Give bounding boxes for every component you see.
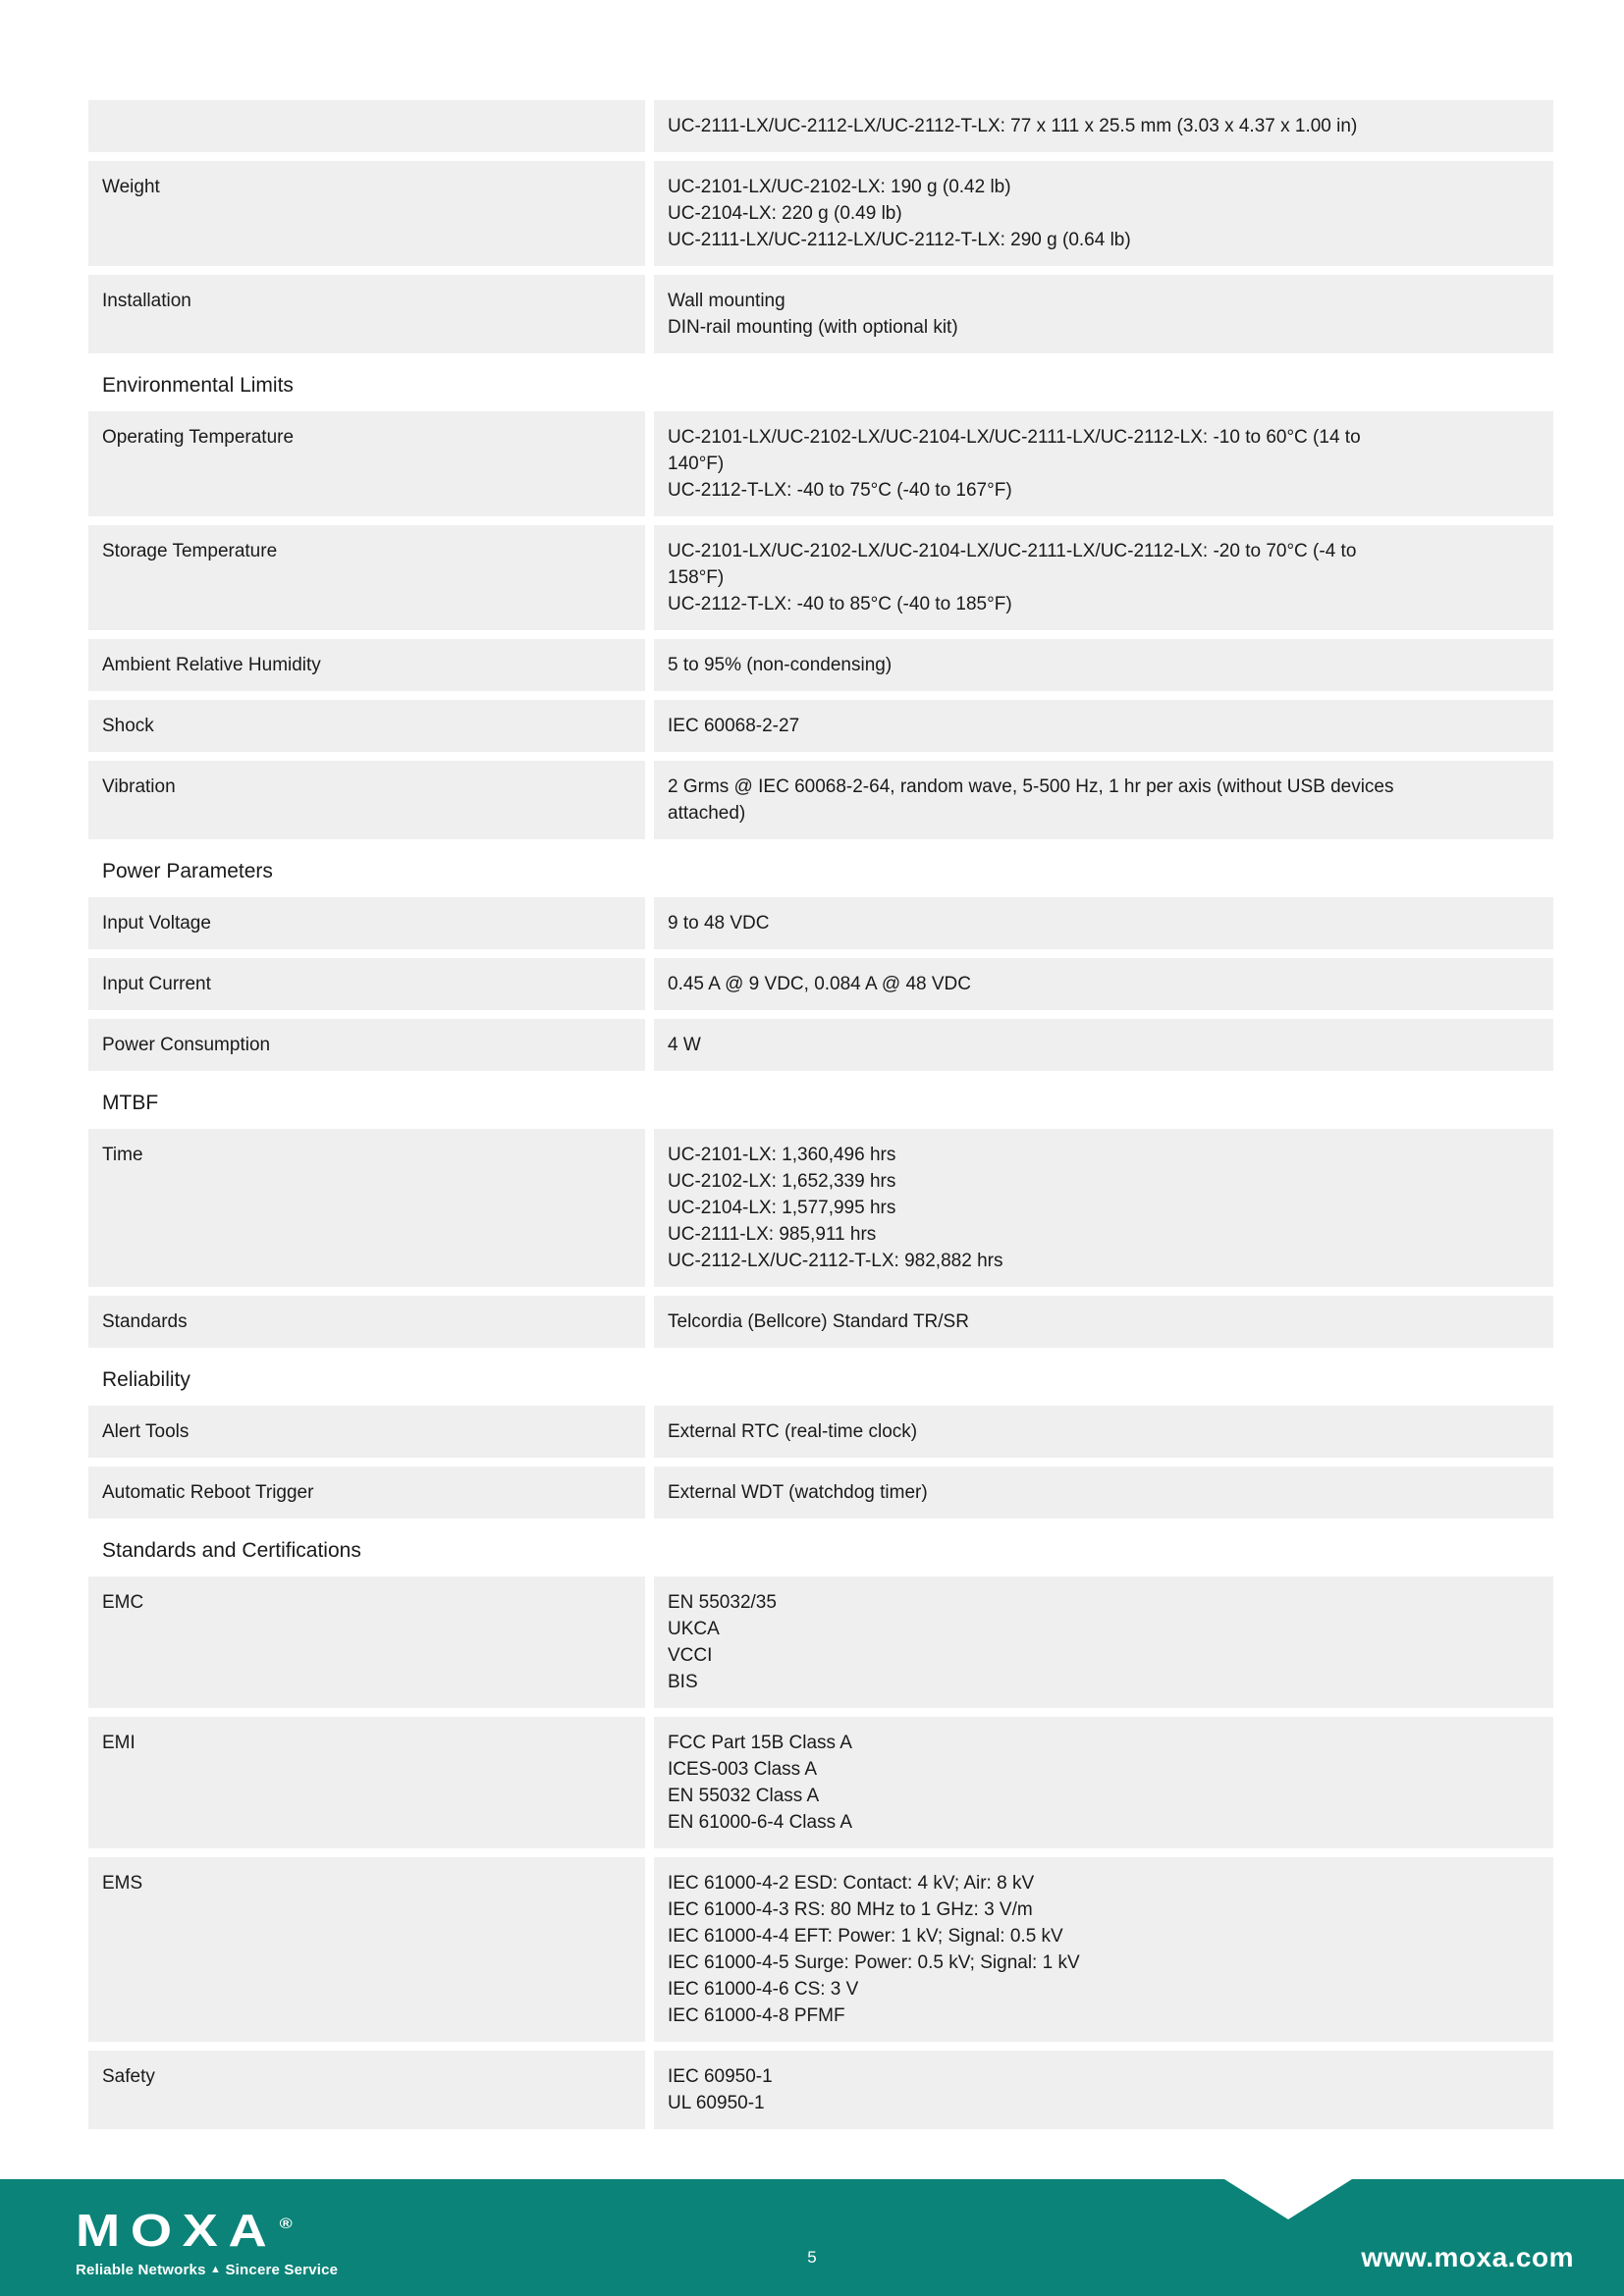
spec-value bbox=[654, 1296, 1553, 1348]
spec-value-line: UC-2101-LX: 1,360,496 hrs bbox=[668, 1145, 896, 1165]
spec-label: Alert Tools bbox=[88, 1406, 645, 1458]
spec-value-line: UC-2101-LX/UC-2102-LX: 190 g (0.42 lb) bbox=[668, 177, 1011, 197]
spec-value-line: IEC 61000-4-6 CS: 3 V bbox=[668, 1979, 859, 2000]
spec-value-line: UC-2111-LX/UC-2112-LX/UC-2112-T-LX: 77 x 111 x 25.5 mm (3.03 x 4.37 x 1.00 in) bbox=[668, 116, 1358, 136]
spec-value bbox=[654, 275, 1553, 353]
section-heading: MTBF bbox=[102, 1092, 159, 1114]
spec-value-line: 5 to 95% (non-condensing) bbox=[668, 655, 893, 675]
spec-row bbox=[88, 1467, 1553, 1519]
moxa-brand-text: MOXA bbox=[76, 2205, 278, 2256]
spec-value-line: 140°F) bbox=[668, 454, 725, 474]
spec-value-line: EN 55032 Class A bbox=[668, 1786, 820, 1806]
footer-bar bbox=[0, 2179, 1624, 2296]
spec-label: Standards bbox=[88, 1296, 645, 1348]
spec-label: EMS bbox=[88, 1857, 645, 2042]
spec-value-line: IEC 61000-4-2 ESD: Contact: 4 kV; Air: 8 kV bbox=[668, 1873, 1035, 1894]
spec-row bbox=[88, 275, 1553, 353]
page-number: 5 bbox=[807, 2248, 817, 2267]
spec-row bbox=[88, 161, 1553, 266]
spec-value-line: IEC 60950-1 bbox=[668, 2066, 773, 2087]
spec-value-line: UC-2111-LX/UC-2112-LX/UC-2112-T-LX: 290 g (0.64 lb) bbox=[668, 230, 1131, 250]
spec-value-line: IEC 61000-4-5 Surge: Power: 0.5 kV; Signal: 1 kV bbox=[668, 1952, 1080, 1973]
spec-value bbox=[654, 1857, 1553, 2042]
section-heading: Standards and Certifications bbox=[102, 1539, 361, 1562]
spec-label: Installation bbox=[88, 275, 645, 353]
spec-value-line: UC-2101-LX/UC-2102-LX/UC-2104-LX/UC-2111-LX/UC-2112-LX: -20 to 70°C (-4 to bbox=[668, 541, 1357, 561]
spec-value-line: 158°F) bbox=[668, 567, 725, 588]
spec-value bbox=[654, 1576, 1553, 1708]
footer-notch-decoration bbox=[1224, 2179, 1352, 2219]
spec-label: Ambient Relative Humidity bbox=[88, 639, 645, 691]
spec-value-line: UC-2104-LX: 1,577,995 hrs bbox=[668, 1198, 896, 1218]
spec-row bbox=[88, 639, 1553, 691]
spec-value bbox=[654, 1717, 1553, 1848]
spec-label: EMI bbox=[88, 1717, 645, 1848]
spec-value-line: UC-2112-T-LX: -40 to 85°C (-40 to 185°F) bbox=[668, 594, 1012, 614]
spec-row bbox=[88, 100, 1553, 152]
tagline-left: Reliable Networks bbox=[76, 2262, 206, 2278]
website-link[interactable]: www.moxa.com bbox=[1361, 2242, 1574, 2272]
spec-value-line: 2 Grms @ IEC 60068-2-64, random wave, 5-500 Hz, 1 hr per axis (without USB devices bbox=[668, 776, 1394, 797]
spec-value-line: UC-2112-LX/UC-2112-T-LX: 982,882 hrs bbox=[668, 1251, 1003, 1271]
spec-value-line: EN 61000-6-4 Class A bbox=[668, 1812, 852, 1833]
spec-value-line: IEC 61000-4-8 PFMF bbox=[668, 2005, 845, 2026]
spec-row bbox=[88, 700, 1553, 752]
spec-value-line: UL 60950-1 bbox=[668, 2093, 765, 2113]
spec-value-line: FCC Part 15B Class A bbox=[668, 1733, 852, 1753]
section-heading: Reliability bbox=[102, 1368, 190, 1391]
spec-label: Time bbox=[88, 1129, 645, 1287]
spec-value bbox=[654, 761, 1553, 839]
spec-label: Input Current bbox=[88, 958, 645, 1010]
spec-label: Automatic Reboot Trigger bbox=[88, 1467, 645, 1519]
spec-row bbox=[88, 761, 1553, 839]
spec-value-line: attached) bbox=[668, 803, 746, 824]
spec-value-line: VCCI bbox=[668, 1645, 713, 1666]
spec-value bbox=[654, 411, 1553, 516]
spec-row bbox=[88, 1296, 1553, 1348]
spec-row bbox=[88, 1717, 1553, 1848]
spec-row bbox=[88, 1406, 1553, 1458]
spec-value-line: Telcordia (Bellcore) Standard TR/SR bbox=[668, 1311, 969, 1332]
spec-value bbox=[654, 1467, 1553, 1519]
spec-value-line: UKCA bbox=[668, 1619, 720, 1639]
spec-value-line: UC-2101-LX/UC-2102-LX/UC-2104-LX/UC-2111-LX/UC-2112-LX: -10 to 60°C (14 to bbox=[668, 427, 1361, 448]
spec-value bbox=[654, 1019, 1553, 1071]
spec-value-line: UC-2112-T-LX: -40 to 75°C (-40 to 167°F) bbox=[668, 480, 1012, 501]
spec-table bbox=[88, 100, 1553, 2138]
spec-value bbox=[654, 525, 1553, 630]
spec-row bbox=[88, 411, 1553, 516]
spec-value-line: IEC 61000-4-4 EFT: Power: 1 kV; Signal: 0.5 kV bbox=[668, 1926, 1063, 1947]
spec-row bbox=[88, 897, 1553, 949]
spec-label: Shock bbox=[88, 700, 645, 752]
spec-row bbox=[88, 1576, 1553, 1708]
section-heading: Power Parameters bbox=[102, 860, 273, 882]
spec-label: Input Voltage bbox=[88, 897, 645, 949]
spec-value bbox=[654, 700, 1553, 752]
spec-label: Storage Temperature bbox=[88, 525, 645, 630]
spec-value-line: External WDT (watchdog timer) bbox=[668, 1482, 928, 1503]
spec-value bbox=[654, 897, 1553, 949]
spec-value bbox=[654, 639, 1553, 691]
spec-value-line: 0.45 A @ 9 VDC, 0.084 A @ 48 VDC bbox=[668, 974, 971, 994]
spec-value-line: UC-2104-LX: 220 g (0.49 lb) bbox=[668, 203, 902, 224]
spec-value-line: IEC 61000-4-3 RS: 80 MHz to 1 GHz: 3 V/m bbox=[668, 1899, 1033, 1920]
spec-label: Vibration bbox=[88, 761, 645, 839]
spec-label: Weight bbox=[88, 161, 645, 266]
spec-value-line: BIS bbox=[668, 1672, 698, 1692]
spec-value-line: EN 55032/35 bbox=[668, 1592, 777, 1613]
spec-value-line: Wall mounting bbox=[668, 291, 785, 311]
spec-value-line: DIN-rail mounting (with optional kit) bbox=[668, 317, 958, 338]
spec-label: Safety bbox=[88, 2051, 645, 2129]
spec-label: Power Consumption bbox=[88, 1019, 645, 1071]
spec-value-line: IEC 60068-2-27 bbox=[668, 716, 800, 736]
spec-label: Operating Temperature bbox=[88, 411, 645, 516]
spec-value bbox=[654, 958, 1553, 1010]
spec-value-line: UC-2102-LX: 1,652,339 hrs bbox=[668, 1171, 896, 1192]
spec-value-line: 4 W bbox=[668, 1035, 701, 1055]
triangle-icon: ▲ bbox=[210, 2264, 222, 2275]
spec-value bbox=[654, 1129, 1553, 1287]
spec-row bbox=[88, 958, 1553, 1010]
spec-row bbox=[88, 2051, 1553, 2129]
spec-row bbox=[88, 525, 1553, 630]
spec-value bbox=[654, 2051, 1553, 2129]
spec-label: EMC bbox=[88, 1576, 645, 1708]
spec-row bbox=[88, 1019, 1553, 1071]
spec-value-line: External RTC (real-time clock) bbox=[668, 1421, 918, 1442]
section-heading: Environmental Limits bbox=[102, 374, 294, 397]
spec-value-line: UC-2111-LX: 985,911 hrs bbox=[668, 1224, 877, 1245]
spec-value bbox=[654, 1406, 1553, 1458]
spec-label bbox=[88, 100, 645, 152]
spec-value-line: ICES-003 Class A bbox=[668, 1759, 818, 1780]
spec-row bbox=[88, 1857, 1553, 2042]
moxa-wordmark bbox=[76, 2205, 385, 2256]
spec-value bbox=[654, 161, 1553, 266]
moxa-logo bbox=[76, 2205, 339, 2278]
tagline-right: Sincere Service bbox=[225, 2262, 339, 2278]
spec-row bbox=[88, 1129, 1553, 1287]
spec-value bbox=[654, 100, 1553, 152]
spec-value-line: 9 to 48 VDC bbox=[668, 913, 770, 934]
registered-trademark-symbol: ® bbox=[279, 2216, 293, 2232]
